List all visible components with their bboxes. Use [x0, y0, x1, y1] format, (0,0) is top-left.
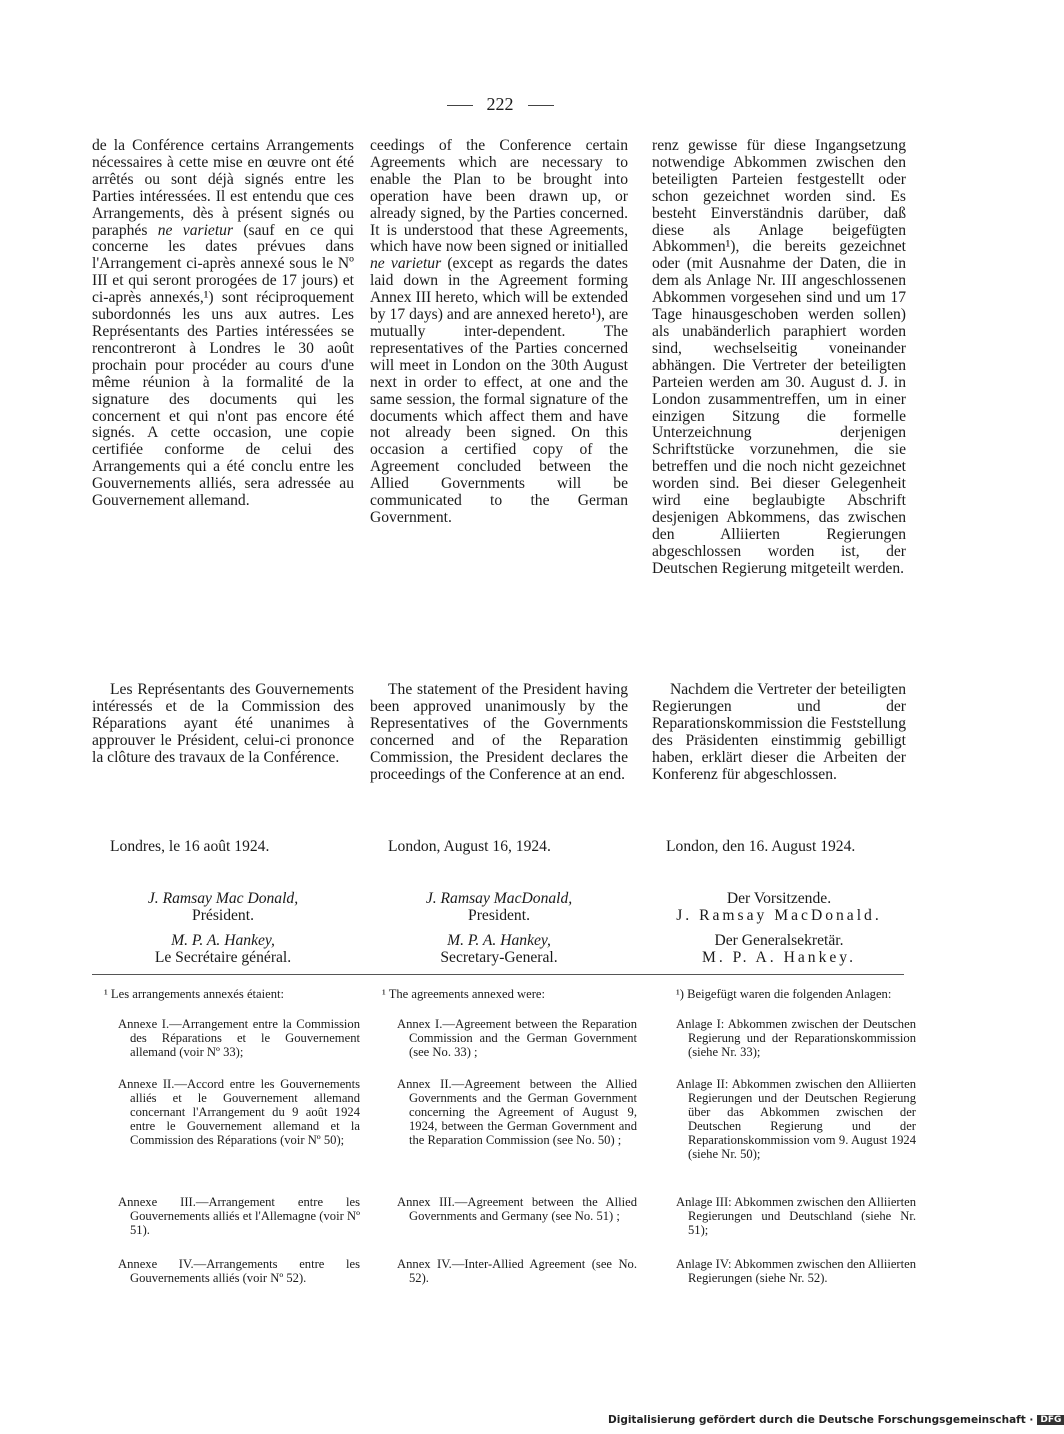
fr-sig2-name: M. P. A. Hankey,	[171, 932, 275, 949]
en-annex-1: Annex I.—Agreement between the Reparation Commission and the German Government (see No. 33) ;	[397, 1017, 637, 1059]
digitization-credit: Digitalisierung gefördert durch die Deutsche Forschungsgemeinschaft · DFG	[608, 1414, 1064, 1426]
de-closing-paragraph: Nachdem die Vertreter der beteiligten Regierungen und der Reparationskommission die Feststellung des Präsidenten einstimmig gebilligt haben, erklärt dieser die Arbeiten der Konferenz für abgeschlossen.	[652, 681, 906, 783]
de-signature-president	[648, 890, 910, 924]
fr-annex-4: Annexe IV.—Arrangements entre les Gouvernements alliés (voir Nº 52).	[118, 1257, 360, 1285]
en-closing-paragraph: The statement of the President having been approved unanimously by the Representatives of the Governments concerned and of the Reparation Commission, the President declares the proceedings of the Conference at an end.	[370, 681, 628, 783]
de-sig2-name: M. P. A. Hankey.	[702, 949, 856, 966]
en-sig2-title: Secretary-General.	[440, 949, 558, 966]
fr-sig1-title: Président.	[192, 907, 254, 924]
fr-sig1-name: J. Ramsay Mac Donald,	[147, 890, 299, 907]
fr-date: Londres, le 16 août 1924.	[110, 838, 270, 855]
page-number: 222	[0, 94, 1000, 115]
fr-annex-2: Annexe II.—Accord entre les Gouvernements alliés et le Gouvernement allemand concernant l'Arrangement du 9 août 1924 entre le Gouvernement allemand et la Commission des Réparations (voir Nº 50);	[118, 1077, 360, 1147]
digitization-credit-text: Digitalisierung gefördert durch die Deutsche Forschungsgemeinschaft	[608, 1414, 1026, 1426]
dfg-logo: DFG	[1037, 1415, 1064, 1425]
en-date: London, August 16, 1924.	[388, 838, 551, 855]
de-annex-3: Anlage III: Abkommen zwischen den Alliierten Regierungen und Deutschland (siehe Nr. 51);	[676, 1195, 916, 1237]
en-signature-president	[368, 890, 630, 924]
fr-signature-secretary	[92, 932, 354, 966]
fr-annex-3: Annexe III.—Arrangement entre les Gouvernements alliés et l'Allemagne (voir Nº 51).	[118, 1195, 360, 1237]
fr-closing-paragraph: Les Représentants des Gouvernements intéressés et de la Commission des Réparations ayant été unanimes à approuver le Président, celui-ci prononce la clôture des travaux de la Conférence.	[92, 681, 354, 766]
en-main-paragraph: ceedings of the Conference certain Agreements which are necessary to enable the Plan to be brought into operation have been drawn up, or already signed, by the Parties concerned. It is understood that these Agreements, which have now been signed or initialled ne varietur (except as regards the dates laid down in the Agreement forming Annex III hereto, which will be extended by 17 days) and are annexed hereto¹), are mutually inter-dependent. The representatives of the Parties concerned will meet in London on the 30th August next in order to effect, at one and the same session, the formal signature of the documents which affect them and have not already been signed. On this occasion a certified copy of the Agreement concluded between the Allied Governments will be communicated to the German Government.	[370, 137, 628, 526]
de-annex-4: Anlage IV: Abkommen zwischen den Alliierten Regierungen (siehe Nr. 52).	[676, 1257, 916, 1285]
en-sig2-name: M. P. A. Hankey,	[447, 932, 551, 949]
fr-sig2-title: Le Secrétaire général.	[154, 949, 292, 966]
en-footnote-head: ¹ The agreements annexed were:	[382, 987, 545, 1001]
en-sig1-name: J. Ramsay MacDonald,	[425, 890, 573, 907]
en-annex-3: Annex III.—Agreement between the Allied Governments and Germany (see No. 51) ;	[397, 1195, 637, 1223]
en-annex-4: Annex IV.—Inter-Allied Agreement (see No. 52).	[397, 1257, 637, 1285]
en-signature-secretary	[368, 932, 630, 966]
fr-main-paragraph: de la Conférence certains Arrangements nécessaires à cette mise en œuvre ont été arrêtés ou sont déjà signés entre les Parties intéressées. Il est entendu que ces Arrangements, dès à présent signés ou paraphés ne varietur (sauf en ce qui concerne les dates prévues dans l'Arrangement ci-après annexé sous le Nº III et qui seront prorogées de 17 jours) et ci-après annexés,¹) sont réciproquement subordonnés les uns aux autres. Les Représentants des Parties intéressées se rencontreront à Londres le 30 août prochain pour procéder au cours d'une même réunion à la formalité de la signature des documents qui les concernent et qui n'ont pas encore été signés. A cette occasion, une copie certifiée conforme de celui des Arrangements qui a été conclu entre les Gouvernements alliés, sera adressée au Gouvernement allemand.	[92, 137, 354, 510]
de-signature-secretary	[648, 932, 910, 966]
en-sig1-title: President.	[468, 907, 530, 924]
de-sig1-title: Der Vorsitzende.	[726, 890, 832, 907]
de-date: London, den 16. August 1924.	[666, 838, 856, 855]
de-sig2-title: Der Generalsekretär.	[714, 932, 844, 949]
de-sig1-name: J. Ramsay MacDonald.	[676, 907, 882, 924]
de-annex-2: Anlage II: Abkommen zwischen den Alliierten Regierungen und der Deutschen Regierung über das Abkommen zwischen der Deutschen Regierung und der Reparationskommission vom 9. August 1924 (siehe Nr. 50);	[676, 1077, 916, 1161]
fr-signature-president	[92, 890, 354, 924]
de-main-paragraph: renz gewisse für diese Ingangsetzung notwendige Abkommen zwischen den beteiligten Parteien festgestellt oder schon gezeichnet worden sind. Es besteht Einverständnis darüber, daß diese als Anlage beigefügten Abkommen¹), die bereits gezeichnet oder (mit Ausnahme der Daten, die in dem als Anlage Nr. III angeschlossenen Abkommen vorgesehen sind und um 17 Tage hinausgeschoben werden sollen) als unabänderlich paraphiert worden sind, wechselseitig voneinander abhängen. Die Vertreter der beteiligten Parteien werden am 30. August d. J. in London zusammentreffen, um in einer einzigen Sitzung die formelle Unterzeichnung derjenigen Schriftstücke vorzunehmen, die sie betreffen und die noch nicht gezeichnet worden sind. Bei dieser Gelegenheit wird eine beglaubigte Abschrift desjenigen Abkommens, das zwischen den Alliierten Regierungen abgeschlossen worden ist, der Deutschen Regierung mitgeteilt werden.	[652, 137, 906, 577]
de-annex-1: Anlage I: Abkommen zwischen der Deutschen Regierung und der Reparationskommission (siehe Nr. 33);	[676, 1017, 916, 1059]
en-annex-2: Annex II.—Agreement between the Allied Governments and the German Government concerning the Agreement of August 9, 1924, between the German Government and the Reparation Commission (see No. 50) ;	[397, 1077, 637, 1147]
de-footnote-head: ¹) Beigefügt waren die folgenden Anlagen:	[676, 987, 892, 1001]
fr-annex-1: Annexe I.—Arrangement entre la Commission des Réparations et le Gouvernement allemand (voir Nº 33);	[118, 1017, 360, 1059]
footnote-divider	[92, 974, 904, 975]
fr-footnote-head: ¹ Les arrangements annexés étaient:	[104, 987, 285, 1001]
